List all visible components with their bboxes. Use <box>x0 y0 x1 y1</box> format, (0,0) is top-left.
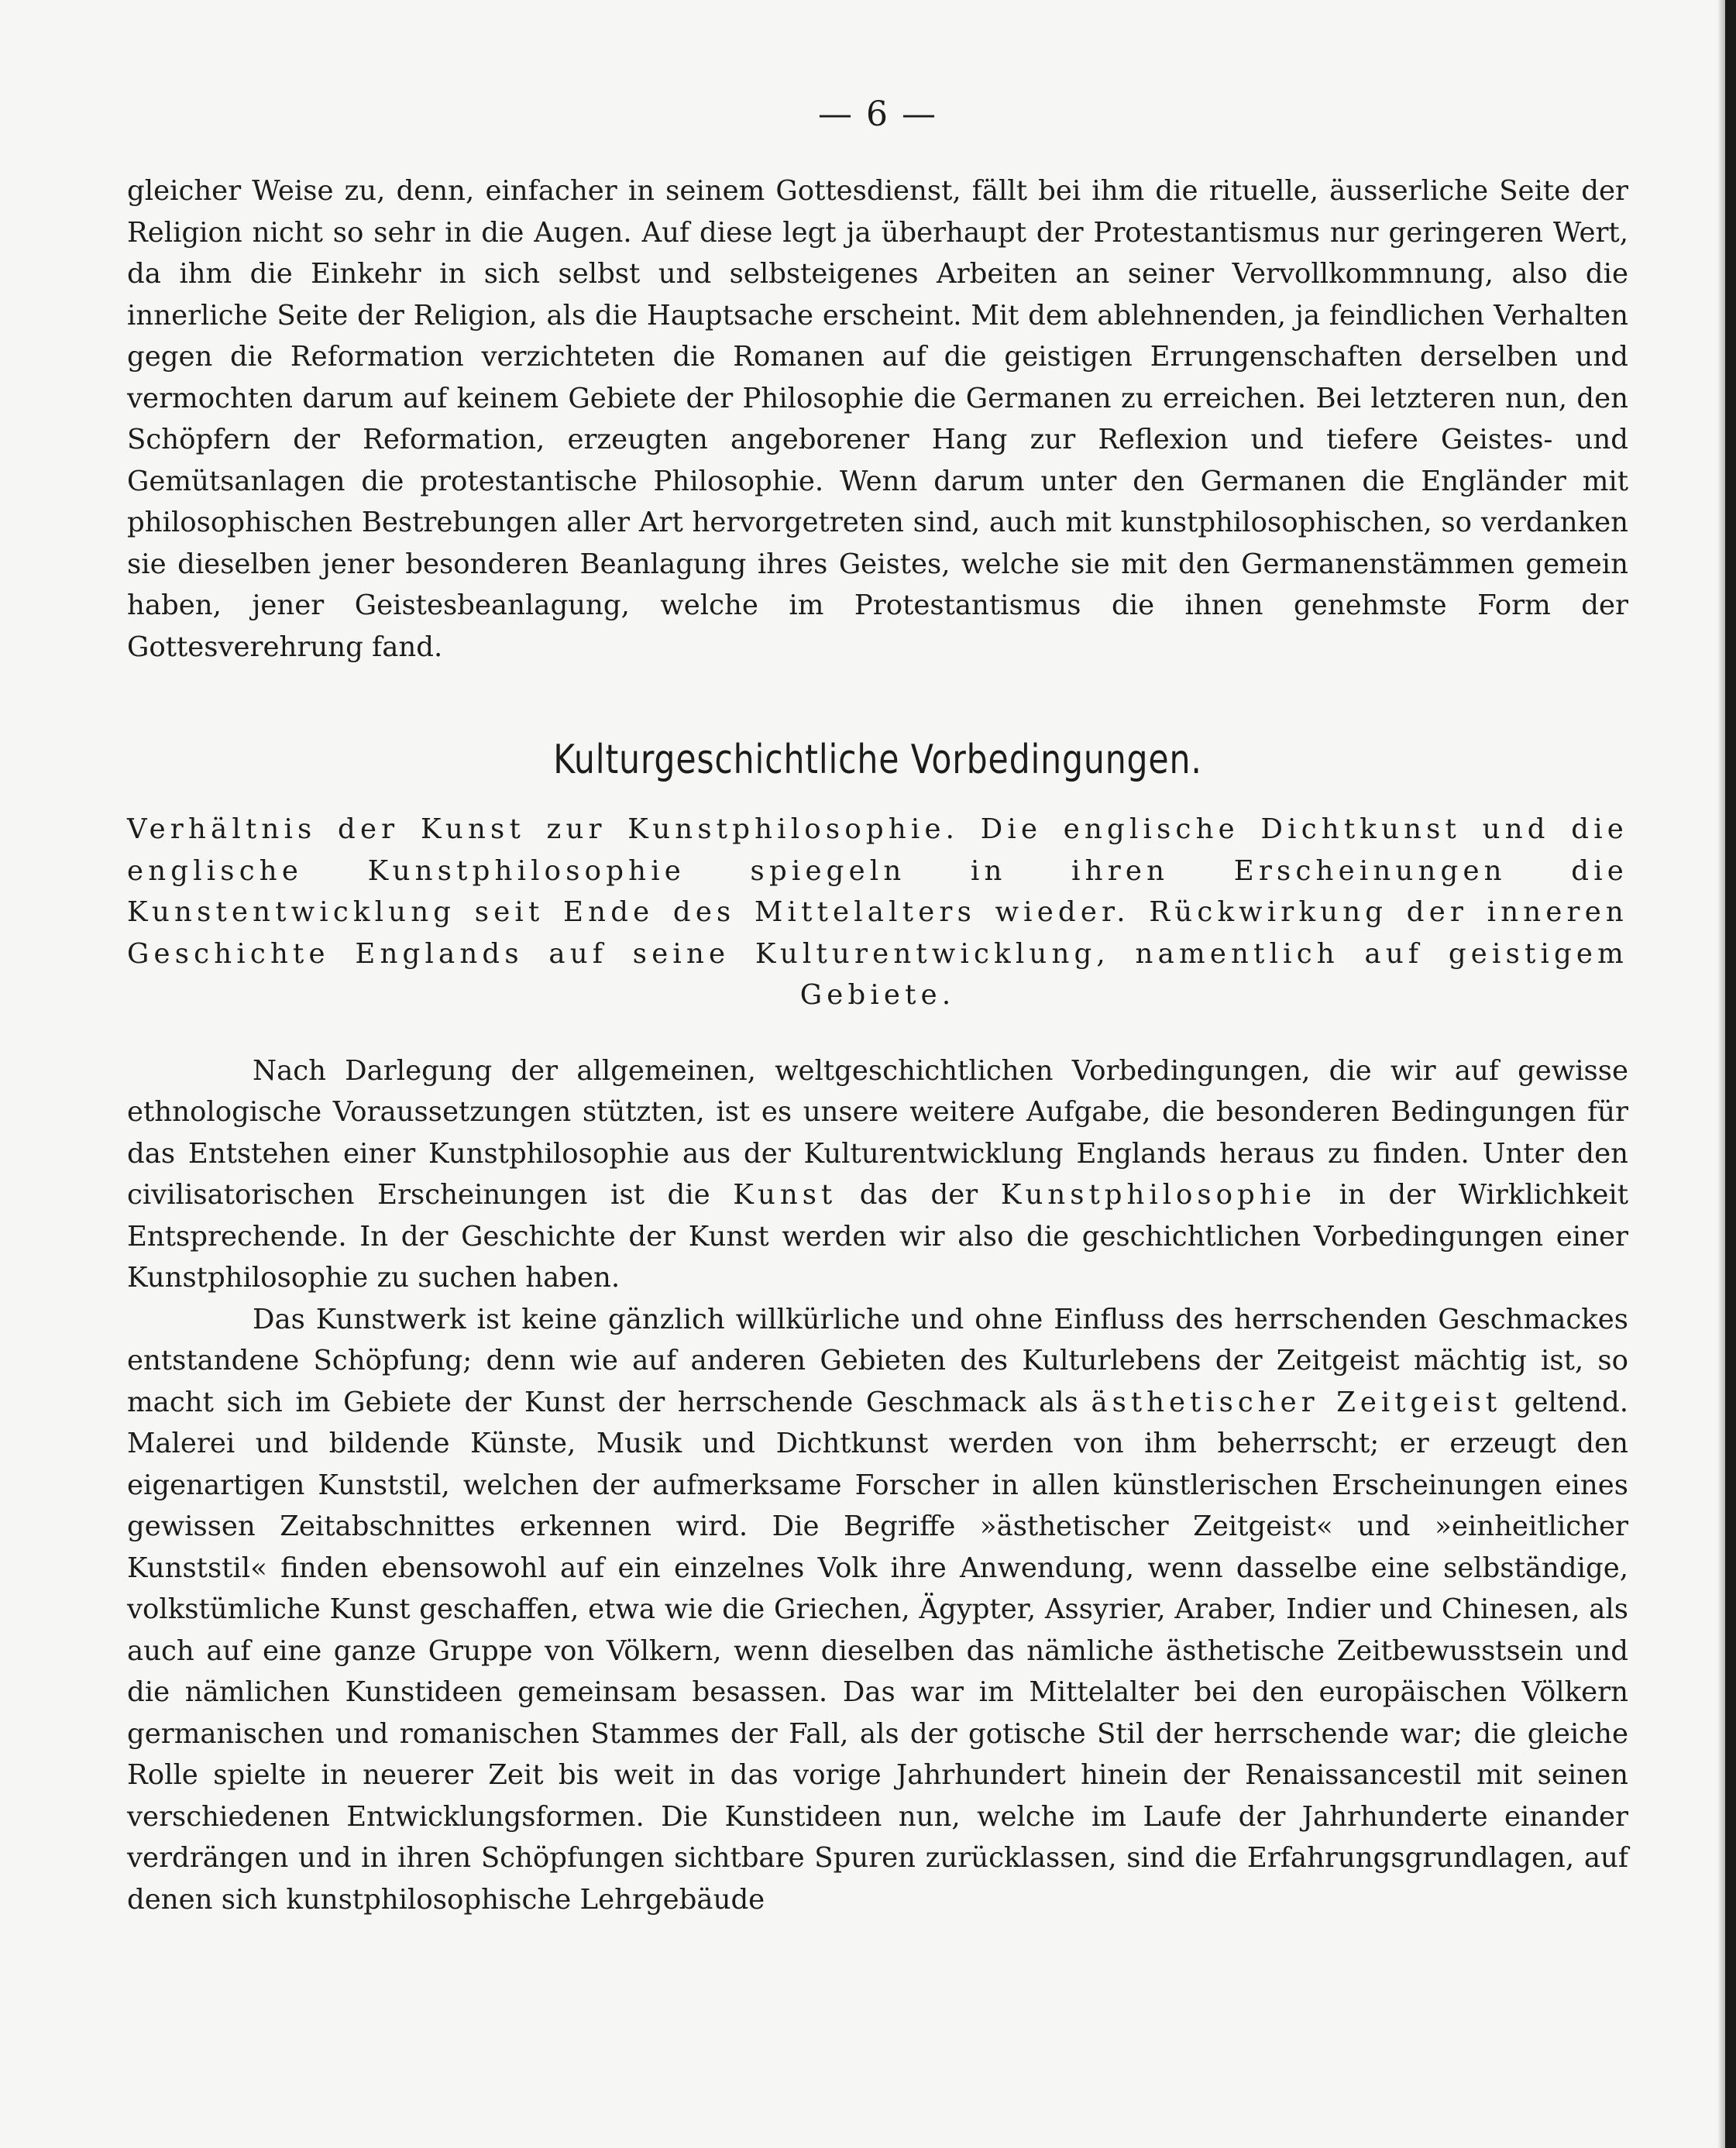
page-number: — 6 — <box>818 95 937 134</box>
section-summary: Verhältnis der Kunst zur Kunstphilosophie. Die englische Dichtkunst und die englische Kunstphilosophie spiegeln in ihren Erscheinungen die Kunstentwicklung seit Ende des Mittelalters wieder. Rückwirkung der inneren Geschichte Englands auf seine Kulturentwicklung, namentlich auf geistigem Gebiete. <box>127 813 1628 1011</box>
emphasis-zeitgeist: ästhetischer Zeitgeist <box>1091 1386 1502 1418</box>
body-paragraph <box>127 1050 1628 1299</box>
page-edge-shadow <box>1717 0 1725 2148</box>
page-content <box>127 93 1628 1920</box>
text-run: Nach Darlegung der allgemeinen, weltgeschichtlichen Vorbedingungen, die wir auf gewisse ethnologische Voraussetzungen stützten, ist es unsere weitere Aufgabe, die besonderen Bedingungen für das Entstehen einer Kunstphilosophie aus der Kulturentwicklung Englands heraus zu finden. Unter den civilisatorischen Erscheinungen ist die <box>127 1054 1628 1211</box>
intro-paragraph: gleicher Weise zu, denn, einfacher in seinem Gottesdienst, fällt bei ihm die rituelle, äusserliche Seite der Religion nicht so sehr in die Augen. Auf diese legt ja überhaupt der Protestantismus nur geringeren Wert, da ihm die Einkehr in sich selbst und selbsteigenes Arbeiten an seiner Vervollkommnung, also die innerliche Seite der Religion, als die Hauptsache erscheint. Mit dem ablehnenden, ja feindlichen Verhalten gegen die Reformation verzichteten die Romanen auf die geistigen Errungenschaften derselben und vermochten darum auf keinem Gebiete der Philosophie die Germanen zu erreichen. Bei letzteren nun, den Schöpfern der Reformation, erzeugten angeborener Hang zur Reflexion und tiefere Geistes- und Gemütsanlagen die protestantische Philosophie. Wenn darum unter den Germanen die Engländer mit philosophischen Bestrebungen aller Art hervorgetreten sind, auch mit kunstphilosophischen, so verdanken sie dieselben jener besonderen Beanlagung ihres Geistes, welche sie mit den Germanenstämmen gemein haben, jener Geistesbeanlagung, welche im Protestantismus die ihnen genehmste Form der Gottesverehrung fand. <box>127 175 1628 663</box>
scan-border <box>1725 0 1736 2148</box>
text-run: in der Wirklichkeit Entsprechende. In der Geschichte der Kunst werden wir also die geschichtlichen Vorbedingungen einer Kunstphilosophie zu suchen haben. <box>127 1179 1628 1294</box>
text-run: geltend. Malerei und bildende Künste, Musik und Dichtkunst werden von ihm beherrscht; er erzeugt den eigenartigen Kunststil, welchen der aufmerksame Forscher in allen künstlerischen Erscheinungen eines gewissen Zeitabschnittes erkennen wird. Die Begriffe »ästhetischer Zeitgeist« und »einheitlicher Kunststil« finden ebensowohl auf ein einzelnes Volk ihre Anwendung, wenn dasselbe eine selbständige, volkstümliche Kunst geschaffen, etwa wie die Griechen, Ägypter, Assyrier, Araber, Indier und Chinesen, als auch auf eine ganze Gruppe von Völkern, wenn dieselben das nämliche ästhetische Zeitbewusstsein und die nämlichen Kunstideen gemeinsam besassen. Das war im Mittelalter bei den europäischen Völkern germanischen und romanischen Stammes der Fall, als der gotische Stil der herrschende war; die gleiche Rolle spielte in neuerer Zeit bis weit in das vorige Jahrhundert hinein der Renaissancestil mit seinen verschiedenen Entwicklungsformen. Die Kunstideen nun, welche im Laufe der Jahrhunderte einander verdrängen und in ihren Schöpfungen sichtbare Spuren zurücklassen, sind die Erfahrungsgrundlagen, auf denen sich kunstphilosophische Lehrgebäude <box>127 1386 1628 1916</box>
section-heading: Kulturgeschichtliche Vorbedingungen. <box>553 737 1202 783</box>
text-run: Das Kunstwerk ist keine gänzlich willkürliche und ohne Einfluss des herrschenden Geschmackes entstandene Schöpfung; denn wie auf anderen Gebieten des Kulturlebens der Zeitgeist mächtig ist, so macht sich im Gebiete der Kunst der herrschende Geschmack als <box>127 1303 1628 1418</box>
body-paragraph <box>127 1299 1628 1921</box>
body-text <box>127 1050 1628 1921</box>
emphasis-kunstphilosophie: Kunstphilosophie <box>1000 1179 1316 1211</box>
emphasis-kunst: Kunst <box>733 1179 837 1211</box>
text-run: das der <box>837 1179 1001 1211</box>
